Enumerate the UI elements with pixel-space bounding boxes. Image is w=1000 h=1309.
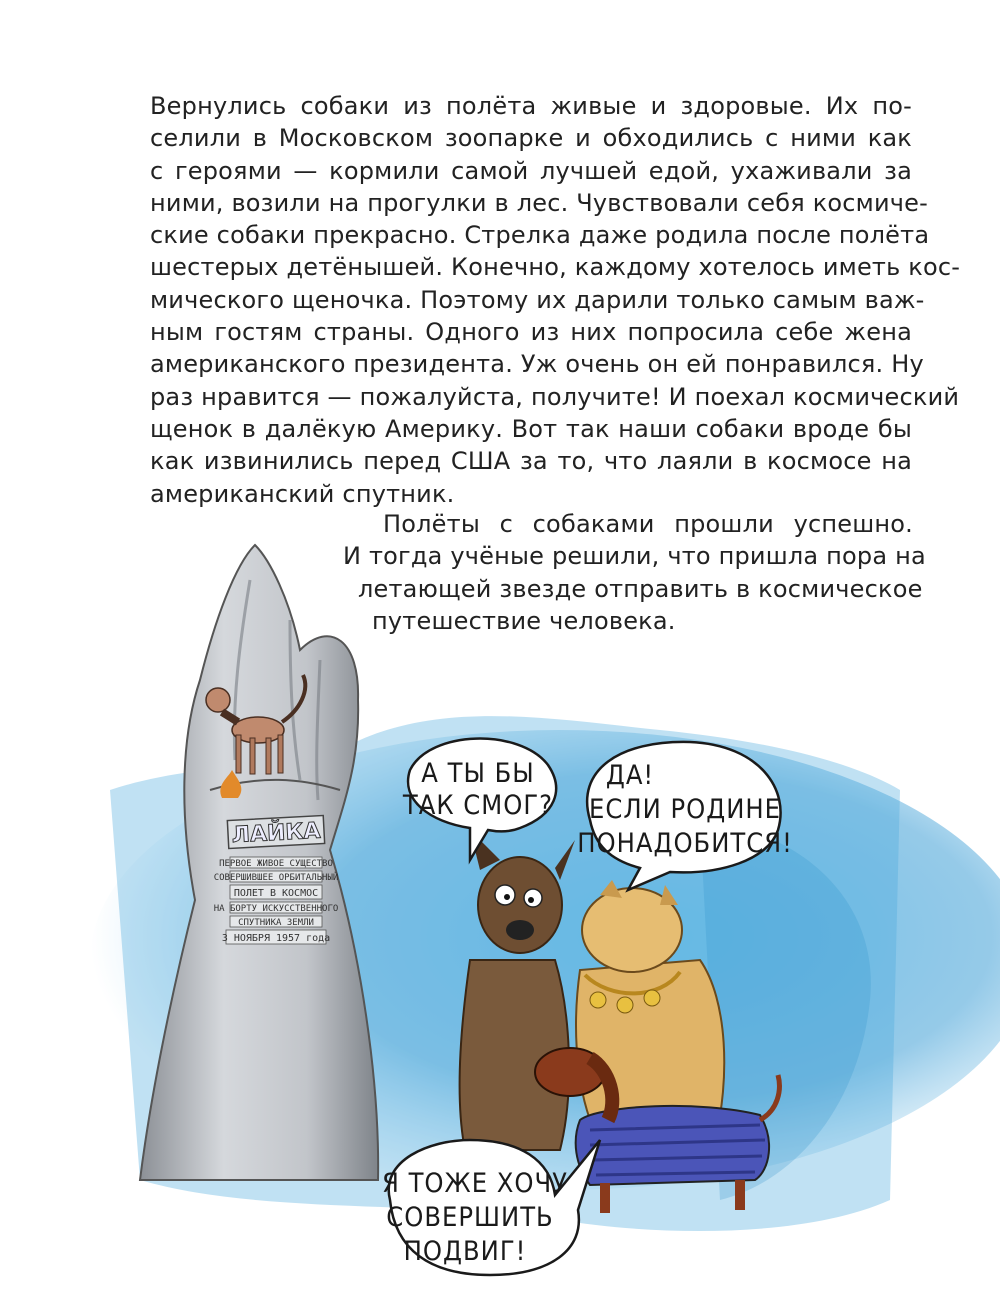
paragraph-2-line: путешествие человека. <box>372 606 676 635</box>
paragraph-2 <box>0 508 926 637</box>
paragraph-1-line: Вернулись собаки из полёта живые и здоровые. Их по- <box>150 92 912 120</box>
paragraph-1-line: ними, возили на прогулки в лес. Чувствовали себя космиче- <box>150 188 928 217</box>
bubble-3-line-2: СОВЕРШИТЬ <box>386 1202 554 1233</box>
plaque-line-5: СПУТНИКА ЗЕМЛИ <box>238 918 314 928</box>
bubble-2-line-3: ПОНАДОБИТСЯ! <box>577 828 793 859</box>
plaque-line-4: НА БОРТУ ИСКУССТВЕННОГО <box>213 904 339 914</box>
paragraph-2-line: летающей звезде отправить в космическое <box>358 574 923 603</box>
bubble-3-line-3: ПОДВИГ! <box>403 1236 527 1267</box>
plaque-line-3: ПОЛЕТ В КОСМОС <box>233 888 319 899</box>
paragraph-1-line: мического щеночка. Поэтому их дарили только самым важ- <box>150 285 925 314</box>
bubble-3-line-1: Я ТОЖЕ ХОЧУ <box>382 1168 568 1199</box>
plaque-line-1: ПЕРВОЕ ЖИВОЕ СУЩЕСТВО <box>219 859 333 869</box>
monument-title: ЛАЙКА <box>231 818 322 849</box>
bubble-1-line-1: А ТЫ БЫ <box>421 758 535 789</box>
paragraph-1-line: шестерых детёнышей. Конечно, каждому хотелось иметь кос- <box>150 253 961 282</box>
paragraph-1-line: как извинились перед США за то, что лаяли в космосе на <box>150 447 912 476</box>
paragraph-1-line: раз нравится — пожалуйста, получите! И поехал космический <box>150 382 960 411</box>
paragraph-1-line: щенок в далёкую Америку. Вот так наши собаки вроде бы <box>150 414 912 443</box>
bubble-2-line-2: ЕСЛИ РОДИНЕ <box>589 794 781 825</box>
paragraph-1 <box>150 90 961 510</box>
paragraph-1-line: с героями — кормили самой лучшей едой, ухаживали за <box>150 156 912 185</box>
plaque-line-2: СОВЕРШИВШЕЕ ОРБИТАЛЬНЫЙ <box>213 873 339 883</box>
bubble-1-line-2: ТАК СМОГ? <box>402 790 554 821</box>
paragraph-2-line: Полёты с собаками прошли успешно. <box>383 510 913 538</box>
bubble-2-line-1: ДА! <box>605 760 655 791</box>
paragraph-1-line: ным гостям страны. Одного из них попросила себе жена <box>150 318 912 347</box>
paragraph-1-line: американского президента. Уж очень он ей понравился. Ну <box>150 350 924 379</box>
paragraph-2-line: И тогда учёные решили, что пришла пора на <box>343 542 926 571</box>
paragraph-1-line: американский спутник. <box>150 479 455 508</box>
paragraph-1-line: ские собаки прекрасно. Стрелка даже родила после полёта <box>150 221 930 250</box>
plaque-line-6: 3 НОЯБРЯ 1957 года <box>221 933 331 944</box>
paragraph-1-line: селили в Московском зоопарке и обходились с ними как <box>150 124 912 153</box>
